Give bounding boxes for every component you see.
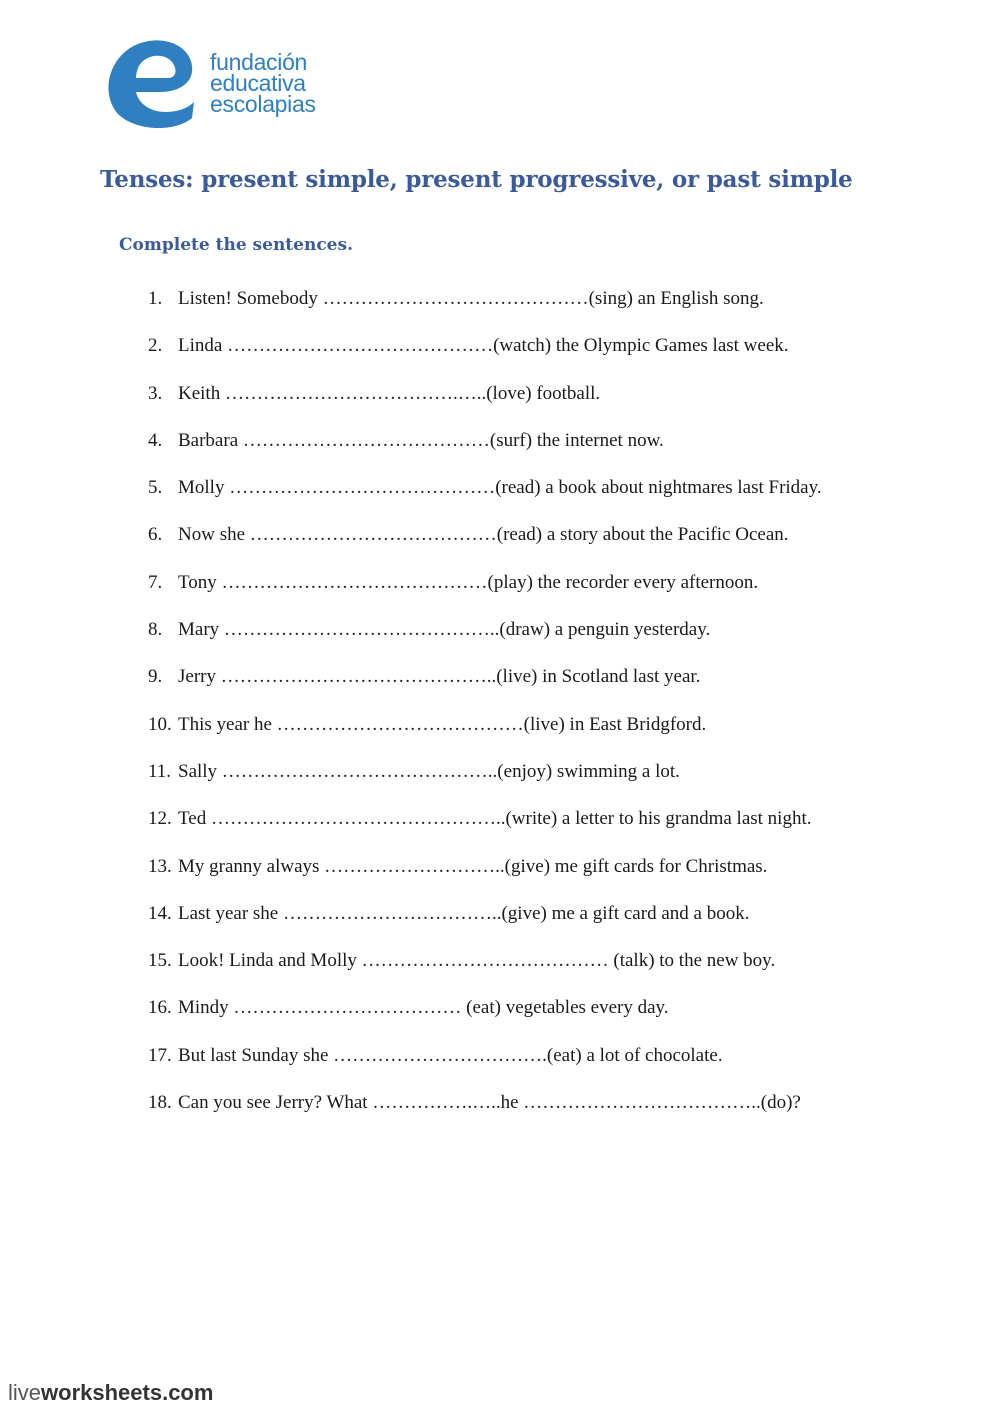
instructions: Complete the sentences.	[119, 235, 353, 255]
sentence-item[interactable]	[148, 1090, 822, 1137]
logo-line-3: escolapias	[210, 91, 316, 117]
sentence-item[interactable]	[148, 901, 822, 948]
sentence-number: 11.	[148, 760, 172, 782]
sentence-number: 12.	[148, 808, 172, 830]
sentence-item[interactable]	[148, 381, 822, 428]
sentence-item[interactable]	[148, 806, 822, 853]
sentence-number: 9.	[148, 666, 163, 688]
sentence-item[interactable]	[148, 854, 822, 901]
watermark-suffix: .com	[162, 1380, 214, 1405]
sentence-item[interactable]	[148, 333, 822, 380]
sentence-item[interactable]	[148, 475, 822, 522]
sentence-text: Sally ……………………………………..(enjoy) swimming a lot.	[178, 760, 680, 782]
sentence-text: Mary ……………………………………..(draw) a penguin yesterday.	[178, 619, 711, 641]
sentence-text: Jerry ……………………………………..(live) in Scotland last year.	[178, 666, 701, 688]
sentence-number: 18.	[148, 1092, 172, 1114]
sentence-item[interactable]	[148, 948, 822, 995]
logo-line-2: educativa	[210, 70, 306, 96]
sentence-item[interactable]	[148, 664, 822, 711]
watermark-brand: worksheets	[41, 1380, 163, 1405]
sentence-item[interactable]	[148, 286, 822, 333]
sentence-text: Can you see Jerry? What …………….…..he ………………………………..(do)?	[178, 1092, 801, 1114]
sentence-text: Now she …………………………………(read) a story about the Pacific Ocean.	[178, 524, 789, 546]
sentence-item[interactable]	[148, 1043, 822, 1090]
sentence-number: 8.	[148, 619, 163, 641]
sentence-item[interactable]	[148, 428, 822, 475]
sentence-text: Mindy ……………………………… (eat) vegetables every day.	[178, 997, 669, 1019]
logo-text	[210, 49, 316, 117]
liveworksheets-watermark	[8, 1380, 213, 1406]
sentence-item[interactable]	[148, 995, 822, 1042]
sentence-text: Ted ………………………………………..(write) a letter to his grandma last night.	[178, 808, 812, 830]
sentence-text: Linda ……………………………………(watch) the Olympic Games last week.	[178, 335, 789, 357]
sentence-number: 2.	[148, 335, 163, 357]
sentence-text: My granny always ………………………..(give) me gift cards for Christmas.	[178, 855, 768, 877]
sentence-text: But last Sunday she …………………………….(eat) a lot of chocolate.	[178, 1044, 723, 1066]
sentence-number: 15.	[148, 950, 172, 972]
sentence-text: Listen! Somebody ……………………………………(sing) an English song.	[178, 288, 764, 309]
sentence-text: Last year she ……………………………..(give) me a gift card and a book.	[178, 902, 750, 924]
logo-line-1: fundación	[210, 49, 308, 75]
sentence-item[interactable]	[148, 759, 822, 806]
sentence-number: 5.	[148, 477, 163, 499]
logo-e-icon	[106, 36, 206, 132]
sentence-number: 17.	[148, 1044, 172, 1066]
sentence-item[interactable]	[148, 570, 822, 617]
sentence-text: Keith ……………………………….…..(love) football.	[178, 382, 601, 404]
sentence-text: Look! Linda and Molly ………………………………… (talk) to the new boy.	[178, 950, 776, 972]
sentence-item[interactable]	[148, 522, 822, 569]
sentence-item[interactable]	[148, 712, 822, 759]
logo	[106, 36, 346, 132]
sentence-number: 16.	[148, 997, 172, 1019]
sentence-number: 4.	[148, 429, 163, 451]
sentence-number: 6.	[148, 524, 163, 546]
sentence-number: 7.	[148, 571, 163, 593]
sentence-text: Molly ……………………………………(read) a book about nightmares last Friday.	[178, 477, 822, 499]
sentence-text: This year he …………………………………(live) in East Bridgford.	[178, 713, 707, 735]
sentence-number: 13.	[148, 855, 172, 877]
sentence-number: 3.	[148, 382, 163, 404]
sentence-list	[148, 286, 822, 1137]
watermark-prefix: live	[8, 1380, 42, 1405]
page-title: Tenses: present simple, present progressive, or past simple	[100, 166, 853, 193]
sentence-item[interactable]	[148, 617, 822, 664]
sentence-number: 10.	[148, 713, 172, 735]
sentence-number: 14.	[148, 902, 172, 924]
sentence-text: Barbara …………………………………(surf) the internet now.	[178, 429, 664, 451]
sentence-text: Tony ……………………………………(play) the recorder every afternoon.	[178, 571, 759, 593]
sentence-number: 1.	[148, 288, 163, 309]
